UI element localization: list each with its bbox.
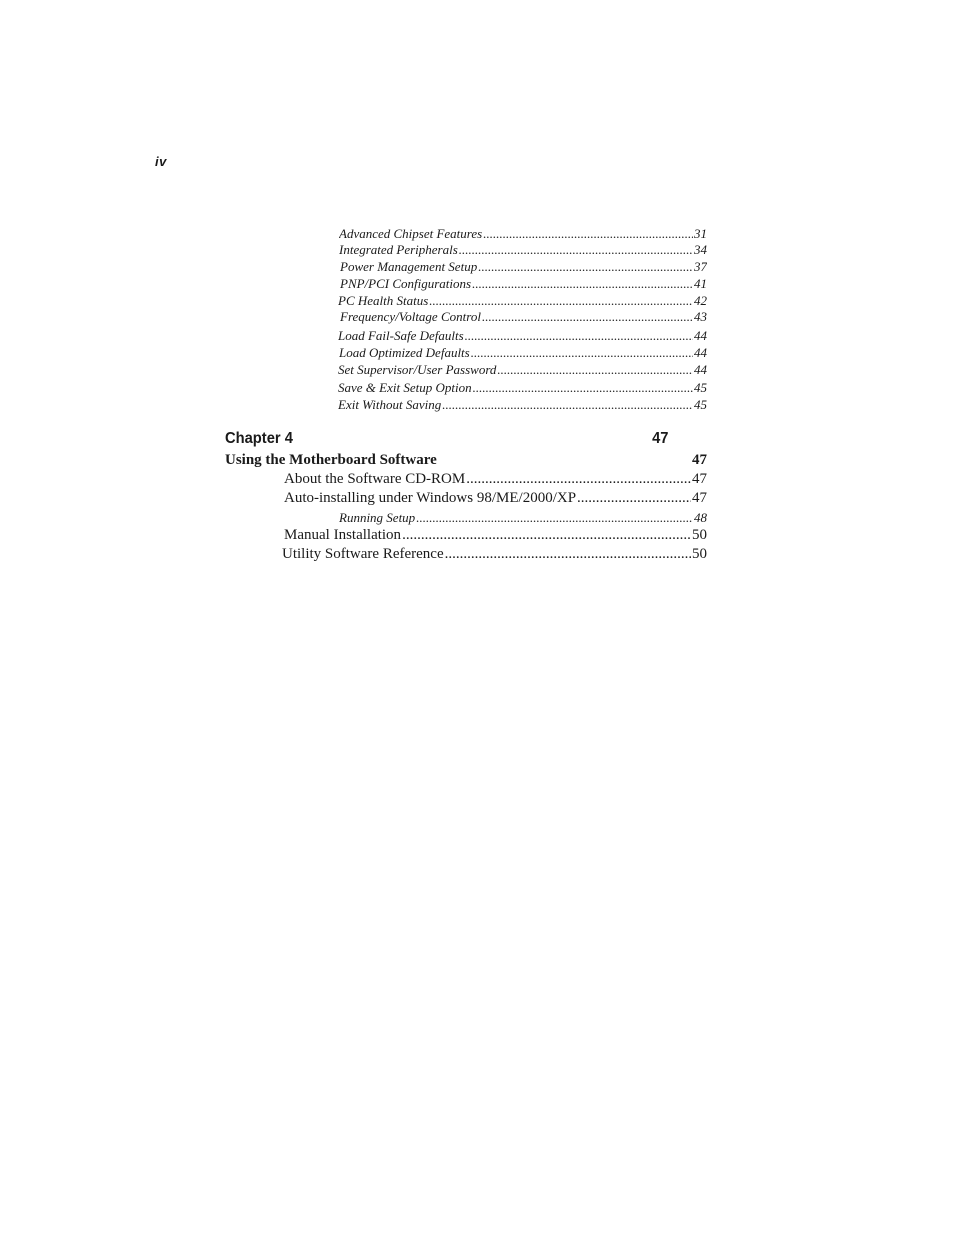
toc-entry-exit-without-saving[interactable] [338, 397, 707, 413]
toc-entry-title: PC Health Status [338, 293, 429, 308]
toc-entry-page: 50 [692, 527, 707, 543]
toc-entry-page: 31 [694, 226, 707, 241]
toc-entry-page: 37 [694, 259, 707, 274]
toc-entry-power-management-setup[interactable] [340, 259, 707, 275]
toc-leader-dots [473, 380, 693, 396]
toc-entry-title: Integrated Peripherals [339, 242, 458, 257]
toc-entry-title: Manual Installation [284, 527, 402, 543]
toc-entry-page: 48 [694, 510, 707, 525]
toc-entry-title: Running Setup [339, 510, 416, 525]
toc-leader-dots [471, 345, 693, 361]
toc-entry-auto-installing[interactable] [284, 490, 707, 507]
toc-entry-title: PNP/PCI Configurations [340, 276, 472, 291]
toc-entry-pc-health-status[interactable] [338, 293, 707, 309]
toc-leader-dots [429, 293, 693, 309]
toc-leader-dots [483, 226, 693, 242]
toc-entry-title: Set Supervisor/User Password [338, 362, 497, 377]
toc-entry-title: Power Management Setup [340, 259, 478, 274]
toc-entry-title: Load Fail-Safe Defaults [338, 328, 464, 343]
toc-entry-running-setup[interactable] [339, 510, 707, 526]
toc-entry-pnp-pci-configurations[interactable] [340, 276, 707, 292]
toc-entry-set-supervisor-user-password[interactable] [338, 362, 707, 378]
toc-entry-page: 44 [694, 362, 707, 377]
toc-entry-title: Frequency/Voltage Control [340, 309, 481, 324]
toc-entry-page: 41 [694, 276, 707, 291]
page-number: iv [155, 154, 167, 169]
toc-entry-title: Load Optimized Defaults [339, 345, 470, 360]
chapter-heading[interactable] [225, 430, 668, 448]
chapter-page: 47 [652, 430, 669, 447]
toc-entry-advanced-chipset-features[interactable] [339, 226, 707, 242]
toc-leader-dots [497, 362, 693, 378]
toc-entry-title: Auto-installing under Windows 98/ME/2000/XP [284, 490, 577, 506]
toc-leader-dots [459, 242, 693, 258]
toc-leader-dots [416, 510, 693, 526]
toc-entry-page: 47 [692, 471, 707, 487]
section-page: 47 [692, 452, 707, 468]
toc-entry-page: 44 [694, 328, 707, 343]
toc-entry-frequency-voltage-control[interactable] [340, 309, 707, 325]
toc-entry-load-optimized-defaults[interactable] [339, 345, 707, 361]
toc-entry-save-exit-setup-option[interactable] [338, 380, 707, 396]
toc-entry-title: Exit Without Saving [338, 397, 442, 412]
chapter-label: Chapter 4 [225, 430, 293, 447]
toc-leader-dots [445, 546, 691, 563]
toc-entry-page: 44 [694, 345, 707, 360]
toc-leader-dots [472, 276, 693, 292]
toc-entry-load-fail-safe-defaults[interactable] [338, 328, 707, 344]
toc-leader-dots [402, 527, 691, 544]
toc-leader-dots [442, 397, 693, 413]
toc-leader-dots [482, 309, 693, 325]
toc-leader-dots [465, 328, 693, 344]
toc-entry-title: About the Software CD-ROM [284, 471, 466, 487]
toc-leader-dots [466, 471, 691, 488]
section-title: Using the Motherboard Software [225, 452, 437, 468]
toc-leader-dots [478, 259, 693, 275]
toc-entry-manual-installation[interactable] [284, 527, 707, 544]
toc-entry-page: 45 [694, 380, 707, 395]
toc-entry-page: 43 [694, 309, 707, 324]
toc-entry-integrated-peripherals[interactable] [339, 242, 707, 258]
toc-entry-page: 34 [694, 242, 707, 257]
section-heading[interactable] [225, 452, 707, 469]
toc-entry-utility-software-reference[interactable] [282, 546, 707, 563]
toc-entry-page: 47 [692, 490, 707, 506]
toc-entry-title: Utility Software Reference [282, 546, 444, 562]
toc-entry-page: 42 [694, 293, 707, 308]
toc-leader-dots [577, 490, 691, 507]
toc-entry-title: Save & Exit Setup Option [338, 380, 472, 395]
toc-entry-about-software-cd-rom[interactable] [284, 471, 707, 488]
toc-entry-title: Advanced Chipset Features [339, 226, 483, 241]
toc-entry-page: 50 [692, 546, 707, 562]
toc-entry-page: 45 [694, 397, 707, 412]
